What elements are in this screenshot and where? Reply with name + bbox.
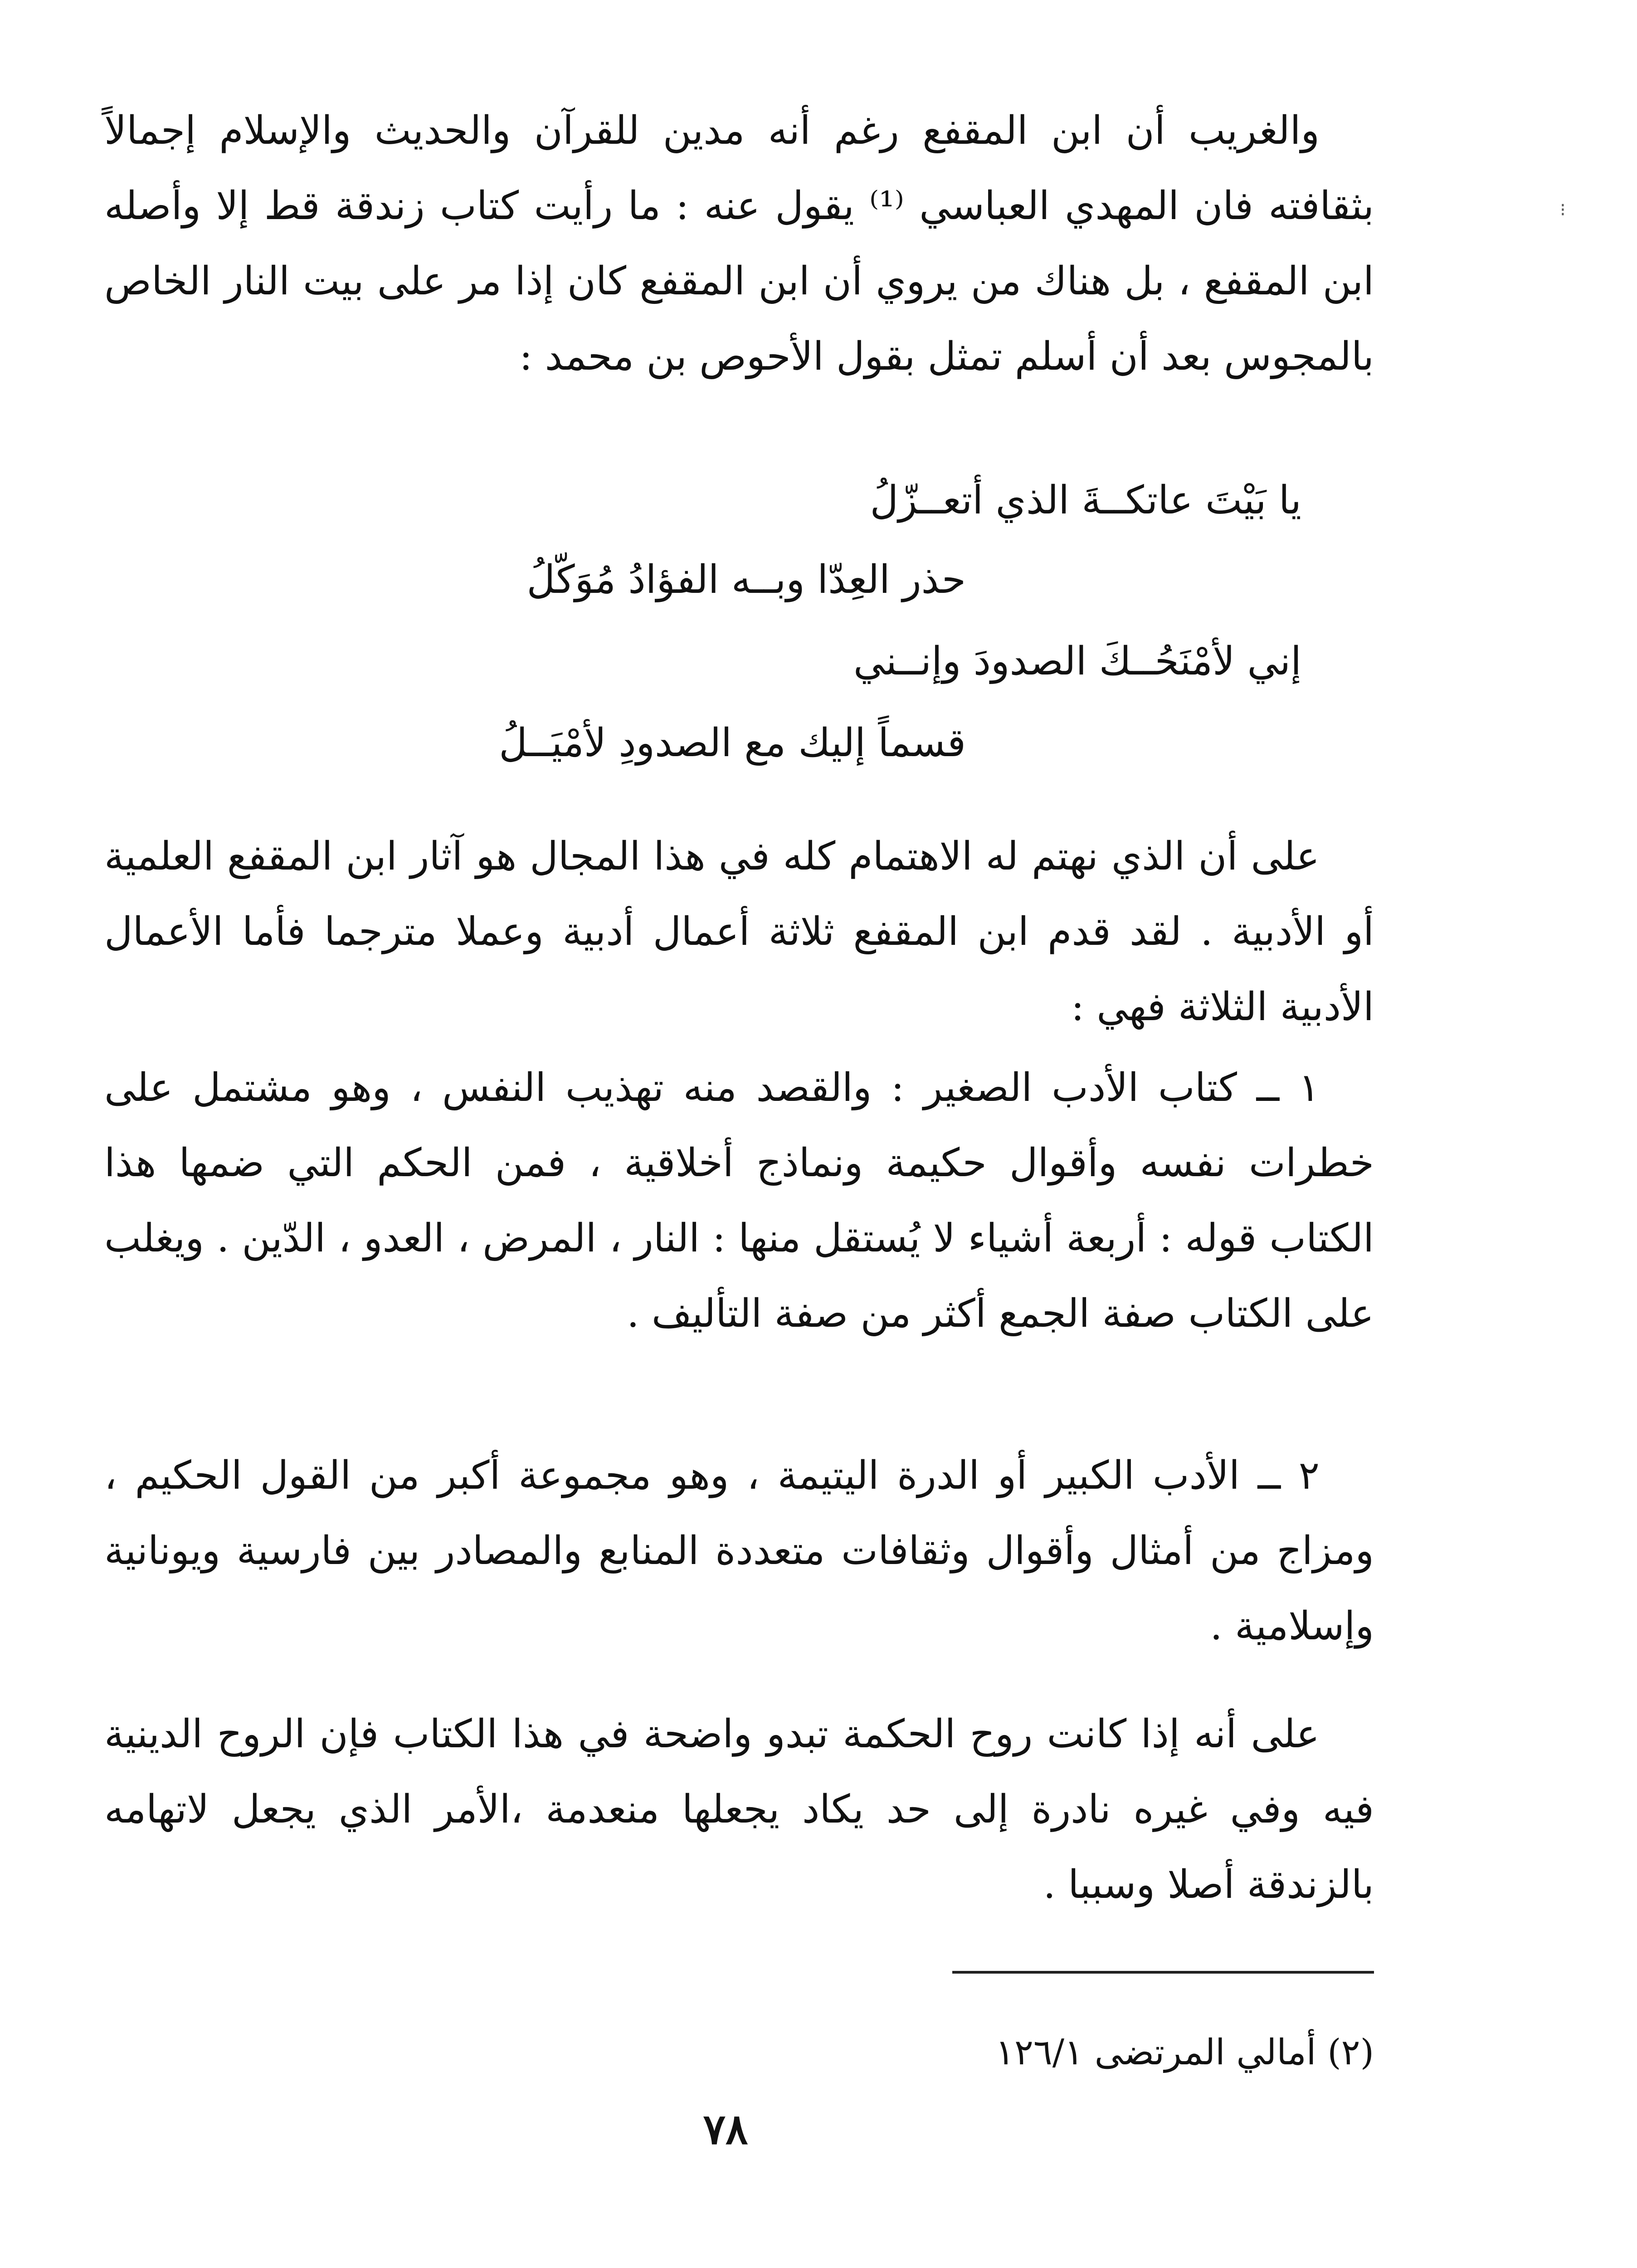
footnote-divider — [952, 1971, 1374, 1974]
page-number: ٧٨ — [703, 2105, 748, 2154]
work-item-2: ٢ ــ الأدب الكبير أو الدرة اليتيمة ، وهو مجموعة أكبر من القول الحكيم ، ومزاج من أمثال وأقوال وثقافات متعددة المنابع والمصادر بين فارسية ويونانية وإسلامية . — [104, 1453, 1374, 1649]
poem-verse-2-second-hemistich: قسماً إليك مع الصدودِ لأمْيَــلُ — [499, 720, 966, 766]
work-item-1: ١ ــ كتاب الأدب الصغير : والقصد منه تهذيب النفس ، وهو مشتمل على خطرات نفسه وأقوال حكيمة ونماذج أخلاقية ، فمن الحكم التي ضمها هذا الكتاب قوله : أربعة أشياء لا يُستقل منها : النار ، المرض ، العدو ، الدّين . ويغلب على الكتاب صفة الجمع أكثر من صفة التأليف . — [104, 1065, 1374, 1336]
intro-paragraph: والغريب أن ابن المقفع رغم أنه مدين للقرآن والحديث والإسلام إجمالاً بثقافته فان المهدي العباسي ⁽¹⁾ يقول عنه : ما رأيت كتاب زندقة قط إلا وأصله ابن المقفع ، بل هناك من يروي أن ابن المقفع كان إذا مر على بيت النار الخاص بالمجوس بعد أن أسلم تمثل بقول الأحوص بن محمد : — [104, 108, 1374, 379]
poem-verse-1-first-hemistich: يا بَيْتَ عاتكــةَ الذي أتعــزّلُ — [870, 478, 1301, 523]
poem-verse-1-second-hemistich: حذر العِدّا وبــه الفؤادُ مُوَكّلُ — [526, 557, 966, 602]
conclusion-paragraph: على أنه إذا كانت روح الحكمة تبدو واضحة في هذا الكتاب فإن الروح الدينية فيه وفي غيره نادرة إلى حد يكاد يجعلها منعدمة ،الأمر الذي يجعل لاتهامه بالزندقة أصلا وسببا . — [104, 1711, 1374, 1907]
works-intro-paragraph: على أن الذي نهتم له الاهتمام كله في هذا المجال هو آثار ابن المقفع العلمية أو الأدبية . لقد قدم ابن المقفع ثلاثة أعمال أدبية وعملا مترجما فأما الأعمال الأدبية الثلاثة فهي : — [104, 834, 1374, 1030]
poem-verse-2-first-hemistich: إني لأمْنَحُــكَ الصدودَ وإنــني — [853, 639, 1301, 684]
margin-mark: ⁝ — [1560, 200, 1566, 220]
footnote: (٢) أمالي المرتضى ١٢٦/١ — [995, 2032, 1374, 2073]
